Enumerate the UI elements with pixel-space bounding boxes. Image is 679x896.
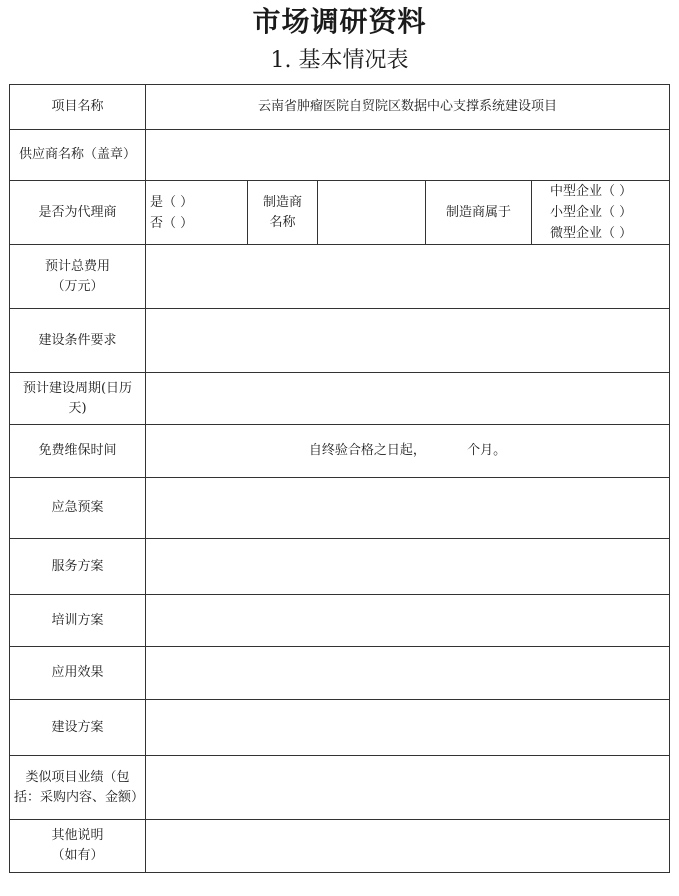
period-label — [10, 373, 146, 425]
row-period — [10, 373, 670, 425]
row-build-plan — [10, 700, 670, 756]
size-small-option[interactable]: 小型企业（ ） — [550, 205, 633, 220]
agent-label: 是否为代理商 — [10, 181, 146, 245]
similar-projects-field[interactable] — [146, 756, 670, 820]
total-cost-label-line1: 预计总费用 — [44, 258, 110, 274]
similar-label-line2: 括：采购内容、金额） — [14, 789, 145, 805]
warranty-field[interactable]: 自终验合格之日起， 个月。 — [146, 425, 670, 478]
size-micro-option[interactable]: 微型企业（ ） — [550, 226, 633, 241]
other-label — [10, 820, 146, 873]
service-label: 服务方案 — [10, 539, 146, 595]
manufacturer-name-label-line2: 名称 — [269, 214, 296, 230]
row-training — [10, 595, 670, 647]
agent-no-option[interactable]: 否（ ） — [150, 215, 194, 231]
total-cost-label-line2: （万元） — [51, 278, 104, 294]
period-label-line2: 天) — [68, 400, 87, 416]
build-plan-field[interactable] — [146, 700, 670, 756]
row-total-cost — [10, 245, 670, 309]
manufacturer-name-field[interactable] — [318, 181, 426, 245]
period-label-line1: 预计建设周期(日历 — [22, 380, 133, 396]
effect-field[interactable] — [146, 647, 670, 700]
enterprise-size-field[interactable] — [532, 181, 670, 245]
emergency-field[interactable] — [146, 478, 670, 539]
manufacturer-name-label-line1: 制造商 — [262, 194, 302, 210]
supplier-label: 供应商名称（盖章） — [10, 130, 146, 181]
training-label: 培训方案 — [10, 595, 146, 647]
row-similar-projects — [10, 756, 670, 820]
similar-label-line1: 类似项目业绩（包 — [25, 769, 130, 785]
conditions-field[interactable] — [146, 309, 670, 373]
other-field[interactable] — [146, 820, 670, 873]
row-warranty — [10, 425, 670, 478]
effect-label: 应用效果 — [10, 647, 146, 700]
agent-yes-option[interactable]: 是（ ） — [150, 194, 194, 210]
warranty-label: 免费维保时间 — [10, 425, 146, 478]
manufacturer-type-label: 制造商属于 — [426, 181, 532, 245]
row-other — [10, 820, 670, 873]
row-agent — [10, 181, 670, 245]
agent-yes-no-field[interactable] — [146, 181, 248, 245]
project-name-label: 项目名称 — [10, 85, 146, 130]
emergency-label: 应急预案 — [10, 478, 146, 539]
project-name-value[interactable]: 云南省肿瘤医院自贸院区数据中心支撑系统建设项目 — [146, 85, 670, 130]
service-field[interactable] — [146, 539, 670, 595]
row-emergency — [10, 478, 670, 539]
similar-projects-label — [10, 756, 146, 820]
size-medium-option[interactable]: 中型企业（ ） — [550, 184, 633, 199]
conditions-label: 建设条件要求 — [10, 309, 146, 373]
total-cost-label — [10, 245, 146, 309]
other-label-line2: （如有） — [51, 848, 104, 863]
row-service — [10, 539, 670, 595]
other-label-line1: 其他说明 — [51, 828, 104, 843]
training-field[interactable] — [146, 595, 670, 647]
row-project-name — [10, 85, 670, 130]
build-plan-label: 建设方案 — [10, 700, 146, 756]
manufacturer-name-label — [248, 181, 318, 245]
basic-info-table — [9, 84, 670, 873]
total-cost-field[interactable] — [146, 245, 670, 309]
document-title: 市场调研资料 — [252, 5, 427, 38]
supplier-value-field[interactable] — [146, 130, 670, 181]
row-effect — [10, 647, 670, 700]
period-field[interactable] — [146, 373, 670, 425]
section-subtitle: 1. 基本情况表 — [270, 48, 409, 73]
row-supplier — [10, 130, 670, 181]
row-conditions — [10, 309, 670, 373]
